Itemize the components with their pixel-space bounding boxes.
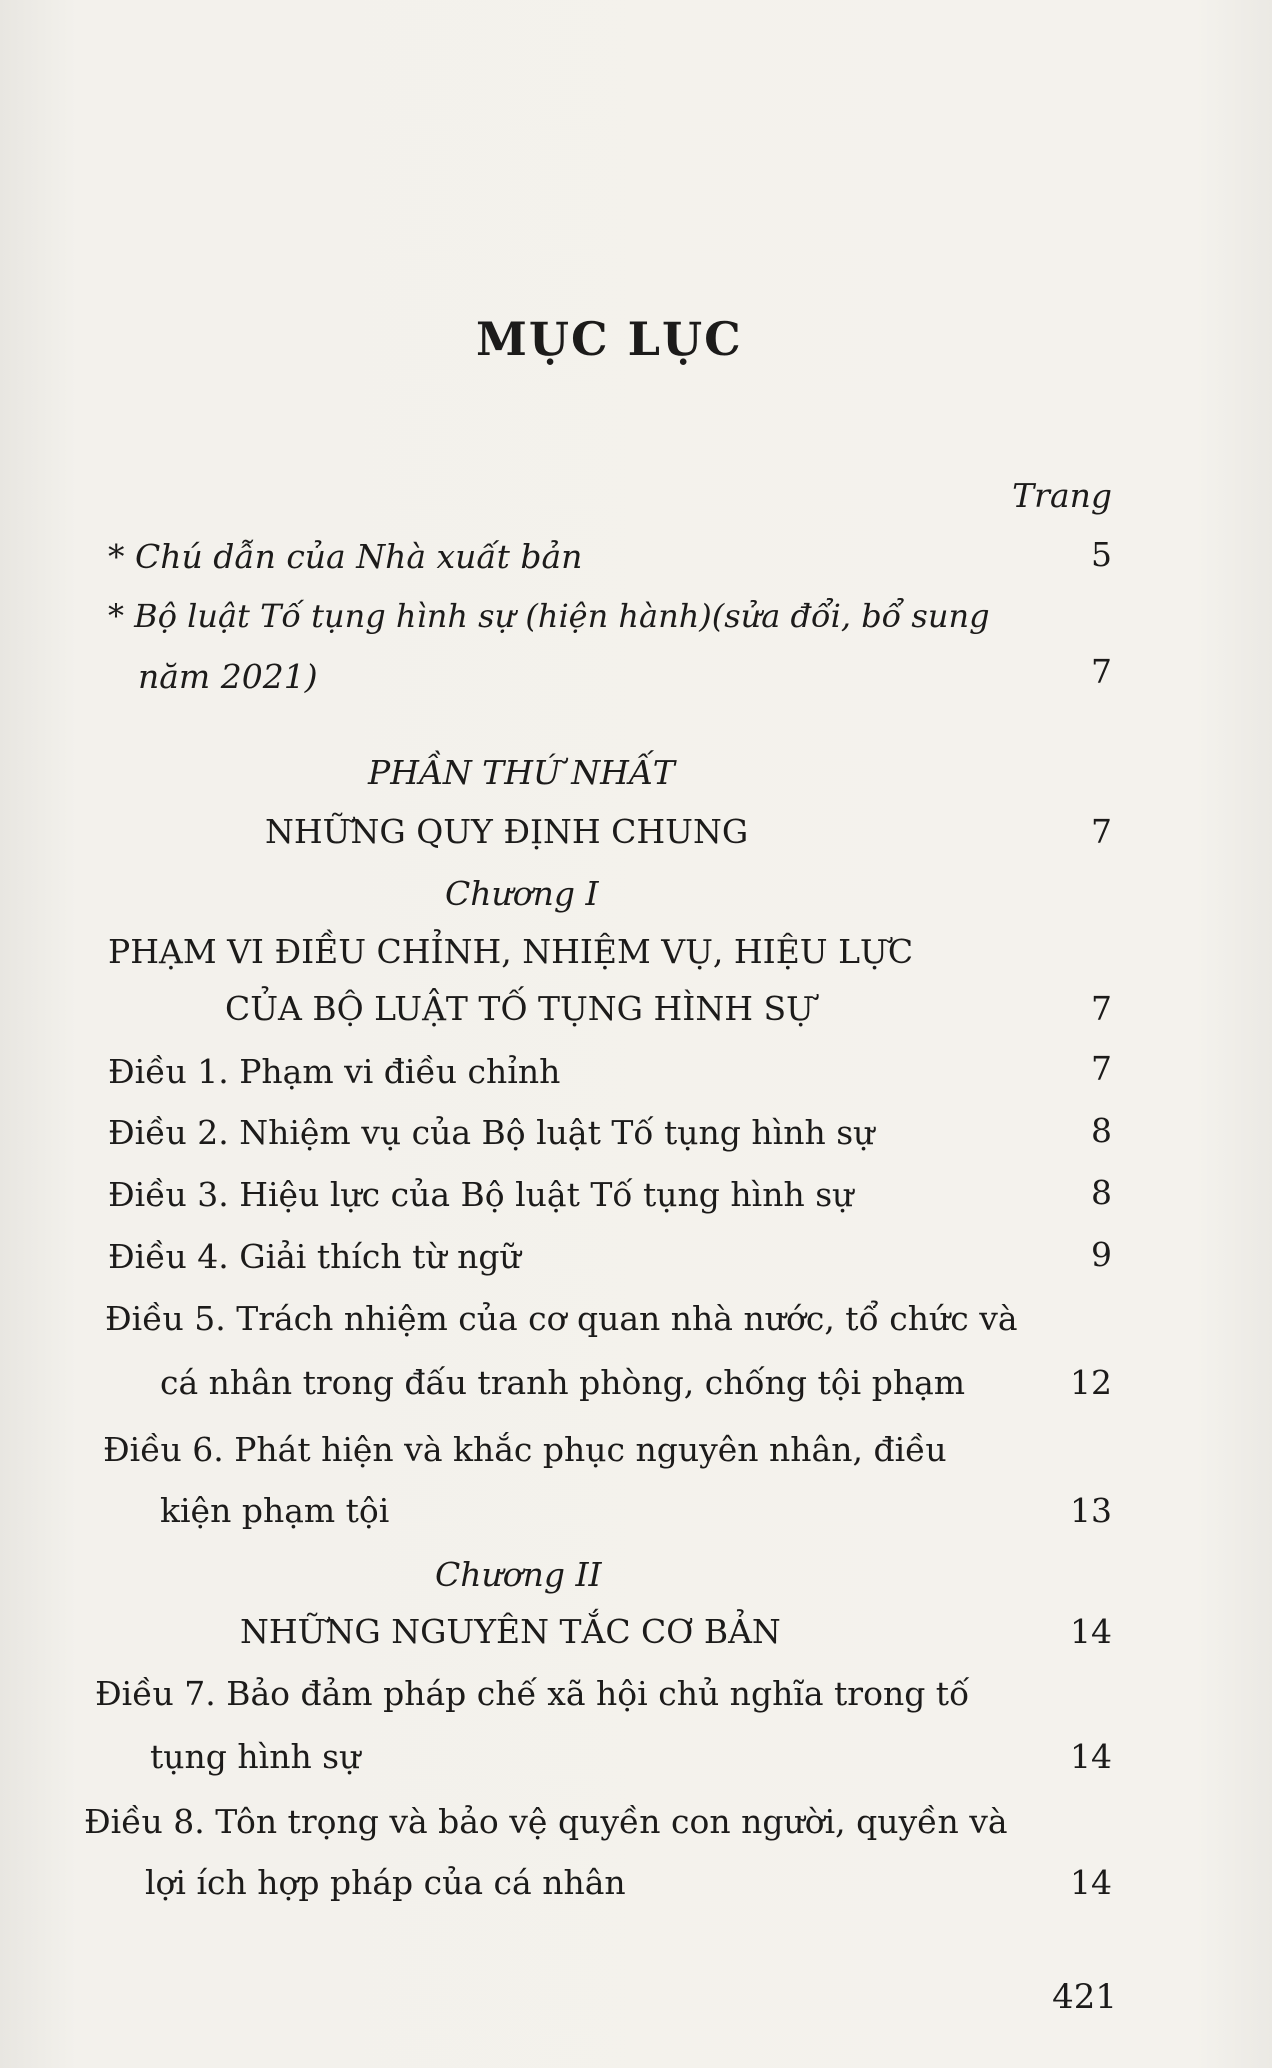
toc-entry-article-8-line1[interactable]: Điều 8. Tôn trọng và bảo vệ quyền con người, quyền và	[84, 1802, 1008, 1841]
toc-entry-article-2[interactable]: Điều 2. Nhiệm vụ của Bộ luật Tố tụng hình sự	[108, 1113, 875, 1152]
toc-entry-article-5-line1[interactable]: Điều 5. Trách nhiệm của cơ quan nhà nước, tổ chức và	[105, 1299, 1018, 1338]
toc-page-number: 5	[1091, 535, 1112, 574]
toc-title: MỤC LỤC	[476, 312, 743, 366]
chapter-heading: Chương I	[445, 874, 599, 913]
toc-page-number: 7	[1091, 989, 1112, 1028]
toc-entry-chapter-1-line1[interactable]: PHẠM VI ĐIỀU CHỈNH, NHIỆM VỤ, HIỆU LỰC	[108, 932, 914, 971]
toc-page-number: 8	[1091, 1111, 1112, 1150]
part-heading: PHẦN THỨ NHẤT	[368, 753, 675, 792]
toc-entry-article-6-line2[interactable]: kiện phạm tội	[160, 1491, 390, 1530]
page-folio-number: 421	[1052, 1977, 1117, 2017]
toc-entry-article-3[interactable]: Điều 3. Hiệu lực của Bộ luật Tố tụng hình sự	[108, 1175, 854, 1214]
toc-page-number: 14	[1070, 1737, 1112, 1776]
toc-entry-code-line1[interactable]: * Bộ luật Tố tụng hình sự (hiện hành)(sửa đổi, bổ sung	[108, 597, 990, 635]
toc-entry-article-1[interactable]: Điều 1. Phạm vi điều chỉnh	[108, 1052, 561, 1091]
toc-entry-foreword[interactable]: * Chú dẫn của Nhà xuất bản	[108, 537, 583, 576]
toc-entry-article-5-line2[interactable]: cá nhân trong đấu tranh phòng, chống tội phạm	[160, 1363, 966, 1402]
toc-page-number: 7	[1091, 1049, 1112, 1088]
toc-page-number: 12	[1070, 1363, 1112, 1402]
toc-entry-chapter-2[interactable]: NHỮNG NGUYÊN TẮC CƠ BẢN	[240, 1612, 781, 1651]
toc-page-number: 9	[1091, 1235, 1112, 1274]
toc-entry-article-4[interactable]: Điều 4. Giải thích từ ngữ	[108, 1237, 521, 1276]
toc-page-number: 8	[1091, 1173, 1112, 1212]
toc-page-number: 14	[1070, 1863, 1112, 1902]
toc-entry-code-line2[interactable]: năm 2021)	[138, 657, 318, 696]
toc-page-number: 7	[1091, 652, 1112, 691]
toc-entry-chapter-1-line2[interactable]: CỦA BỘ LUẬT TỐ TỤNG HÌNH SỰ	[225, 989, 814, 1028]
toc-entry-article-7-line1[interactable]: Điều 7. Bảo đảm pháp chế xã hội chủ nghĩa trong tố	[95, 1674, 970, 1713]
toc-entry-article-7-line2[interactable]: tụng hình sự	[150, 1737, 361, 1776]
chapter-heading: Chương II	[435, 1555, 602, 1594]
toc-page-number: 14	[1070, 1612, 1112, 1651]
toc-entry-article-8-line2[interactable]: lợi ích hợp pháp của cá nhân	[145, 1863, 626, 1902]
toc-entry-part-one[interactable]: NHỮNG QUY ĐỊNH CHUNG	[265, 812, 749, 851]
toc-page-number: 7	[1091, 812, 1112, 851]
toc-page-number: 13	[1070, 1491, 1112, 1530]
page-column-header: Trang	[1012, 476, 1112, 515]
toc-entry-article-6-line1[interactable]: Điều 6. Phát hiện và khắc phục nguyên nhân, điều	[103, 1430, 947, 1469]
